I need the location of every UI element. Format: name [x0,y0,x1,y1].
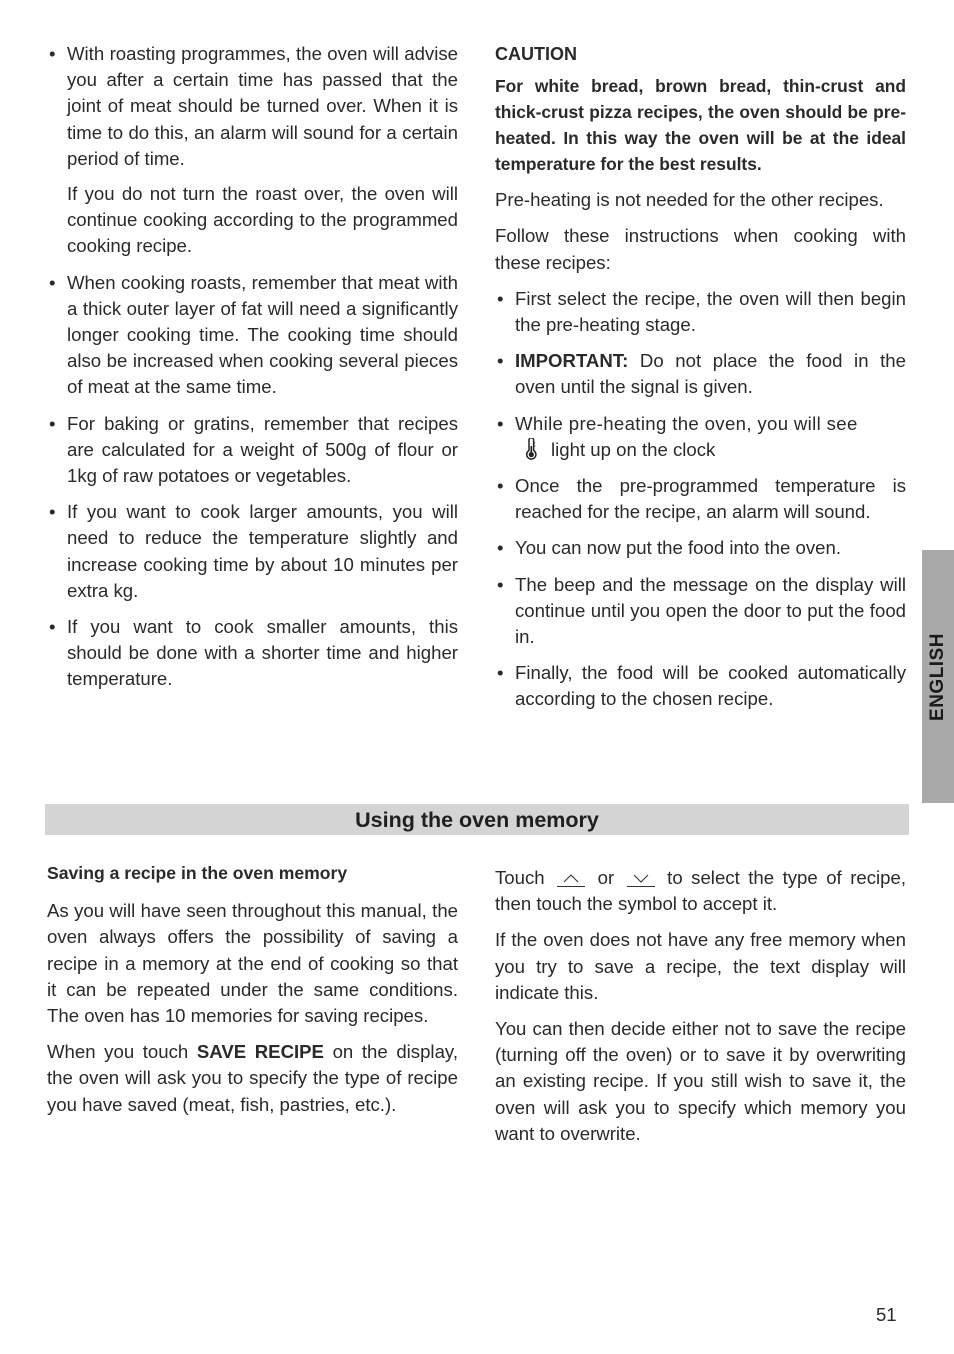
page-number: 51 [876,1304,897,1325]
bullet-text: • Finally, the food will be cooked automatically according to the chosen recipe. [515,662,906,710]
bullet-text: • First select the recipe, the oven will then begin the pre-heating stage. [515,287,906,336]
chevron-down-icon [627,870,655,887]
important-label: IMPORTANT: [515,350,629,372]
list-item [495,660,906,712]
section-heading-bar [45,804,909,835]
text-run: Touch [495,867,545,888]
list-item [495,535,906,561]
paragraph: Follow these instructions when cooking with these recipes: [495,225,906,273]
bullet-text [515,411,906,463]
preheat-steps-list [495,286,906,713]
paragraph: If the oven does not have any free memory when you try to save a recipe, the text display will indicate this. [495,929,906,1003]
left-column-top [47,41,458,703]
bullet-continuation-text: If you do not turn the roast over, the oven will continue cooking according to the programmed cooking recipe. [67,183,458,257]
paragraph: You can then decide either not to save the recipe (turning off the oven) or to save it by overwriting an existing recipe. If you still wish to save it, the oven will ask you to specify which memory you want to overwrite. [495,1018,906,1144]
bullet-text: • You can now put the food into the oven. [515,537,841,559]
list-item [495,411,906,463]
list-item [47,41,458,260]
list-item [47,499,458,604]
language-tab-label: ENGLISH [927,632,948,721]
text-run: to select the type of recipe, then touch the symbol to accept it. [495,867,907,915]
language-tab [922,550,954,803]
list-item [47,411,458,490]
paragraph: As you will have seen throughout this manual, the oven always offers the possibility of saving a recipe in a memory at the end of cooking so that it can be repeated under the same conditions. The oven has 10 memories for saving recipes. [47,900,458,1027]
bullet-text: • If you want to cook smaller amounts, this should be done with a shorter time and higher temperature. [67,616,458,690]
list-item [495,572,906,651]
right-column-bottom [495,865,906,1157]
list-item [47,270,458,401]
subsection-title: Saving a recipe in the oven memory [47,863,348,883]
list-item [47,614,458,693]
bullet-text [515,348,906,400]
paragraph [47,1039,458,1118]
caution-heading: CAUTION [495,44,577,64]
roasting-tips-list [47,41,458,693]
bullet-text: • The beep and the message on the display will continue until you open the door to put the food in. [515,573,906,648]
chevron-up-icon [557,870,585,887]
left-column-bottom [47,860,458,1128]
list-item [495,348,906,400]
bullet-text: • With roasting programmes, the oven will advise you after a certain time has passed that the joint of meat should be turned over. When it is time to do this, an alarm will sound for a certain period of time. [67,43,458,169]
important-text: Do not place the food in the oven until the signal is given. [515,350,906,398]
paragraph [495,865,906,917]
caution-text: For white bread, brown bread, thin-crust and thick-crust pizza recipes, the oven should be pre-heated. In this way the oven will be at the ideal temperature for the best results. [495,76,906,175]
text-run: or [597,867,615,888]
preheat-text: While pre-heating the oven, you will see [515,412,858,434]
text-run: on the display, the oven will ask you to specify the type of recipe you have saved (meat, fish, pastries, etc.). [47,1041,458,1115]
right-column-top [495,41,906,723]
bullet-text: • For baking or gratins, remember that recipes are calculated for a weight of 500g of flour or 1kg of raw potatoes or vegetables. [67,412,458,487]
section-title: Using the oven memory [355,808,599,832]
save-recipe-label: SAVE RECIPE [196,1041,324,1063]
clock-text: light up on the clock [551,438,716,460]
paragraph: Pre-heating is not needed for the other recipes. [495,189,884,211]
bullet-text: • Once the pre-programmed temperature is reached for the recipe, an alarm will sound. [515,475,906,523]
list-item [495,286,906,338]
list-item [495,473,906,525]
thermometer-icon [521,438,541,460]
bullet-text: • When cooking roasts, remember that meat with a thick outer layer of fat will need a significantly longer cooking time. The cooking time should also be increased when cooking several pieces of meat at the same time. [67,271,458,398]
text-run: When you touch [47,1041,197,1063]
bullet-text: • If you want to cook larger amounts, you will need to reduce the temperature slightly and increase cooking time by about 10 minutes per extra kg. [67,501,458,601]
